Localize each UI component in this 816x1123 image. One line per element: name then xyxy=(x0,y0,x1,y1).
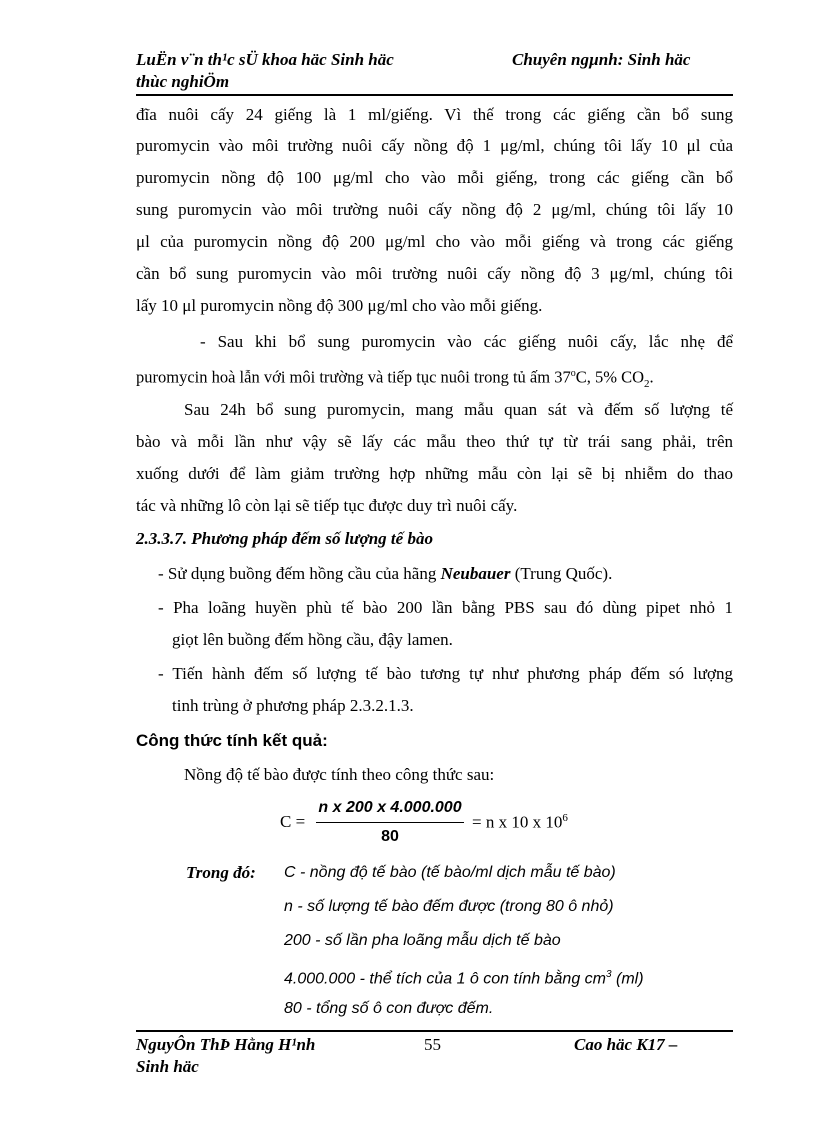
footer-author-line1: NguyÔn ThÞ Hằng H¹nh xyxy=(136,1035,316,1054)
bullet-3-line1: - Tiến hành đếm số lượng tế bào tương tự như phương pháp đếm só lượng xyxy=(158,664,733,683)
running-header-thesis-title xyxy=(136,49,394,93)
formula-denominator: 80 xyxy=(381,828,399,845)
p3-line4: tác và những lô còn lại sẽ tiếp tục được duy trì nuôi cấy. xyxy=(136,496,518,515)
formula-fraction xyxy=(316,798,464,847)
section-heading: 2.3.3.7. Phương pháp đếm số lượng tế bào xyxy=(136,529,433,548)
formula-lhs: C = xyxy=(280,812,306,831)
page-number: 55 xyxy=(424,1035,441,1054)
formula-rhs xyxy=(472,812,568,833)
formula-rhs-text: = n x 10 x 10 xyxy=(472,812,563,832)
co2-sub: 2 xyxy=(644,377,650,390)
where-item-4 xyxy=(284,964,644,990)
p3-line1: Sau 24h bổ sung puromycin, mang mẫu quan sát và đếm số lượng tế xyxy=(184,400,733,419)
formula-heading: Công thức tính kết quả: xyxy=(136,731,328,750)
where-item-4-text: 4.000.000 - thể tích của 1 ô con tính bằng cm xyxy=(284,970,606,988)
footer-author xyxy=(136,1034,315,1078)
p1-line7: lấy 10 μl puromycin nồng độ 300 μg/ml cho vào mỗi giếng. xyxy=(136,296,543,315)
p2-line2-co2: C, 5% CO xyxy=(575,367,644,387)
bullet-2-line2: giọt lên buồng đếm hồng cầu, đậy lamen. xyxy=(172,630,453,649)
where-item-2: n - số lượng tế bào đếm được (trong 80 ô nhỏ) xyxy=(284,898,614,915)
p1-line1: đĩa nuôi cấy 24 giếng là 1 ml/giếng. Vì thế trong các giếng cần bổ sung xyxy=(136,105,733,124)
degree-sup: o xyxy=(570,368,576,379)
bullet-2-line1: - Pha loãng huyền phù tế bào 200 lần bằng PBS sau đó dùng pipet nhỏ 1 xyxy=(158,598,733,617)
bullet-1-text: - Sử dụng buồng đếm hồng cầu của hãng xyxy=(158,564,441,583)
bullet-3-line2: tinh trùng ở phương pháp 2.3.2.1.3. xyxy=(172,696,414,715)
formula-exponent: 6 xyxy=(562,812,568,824)
where-item-1: C - nồng độ tế bào (tế bào/ml dịch mẫu tế bào) xyxy=(284,864,616,881)
header-title-line1: LuËn v¨n th¹c sÜ khoa häc Sinh häc xyxy=(136,50,394,69)
bullet-1-tail: (Trung Quốc). xyxy=(510,564,613,583)
where-label: Trong đó: xyxy=(186,863,256,882)
p1-line5: μl của puromycin nồng độ 200 μg/ml cho vào mỗi giếng và trong các giếng xyxy=(136,232,733,251)
p2-line2-text: puromycin hoà lẫn với môi trường và tiếp tục nuôi trong tủ ấm 37 xyxy=(136,367,571,387)
formula-numerator: n x 200 x 4.000.000 xyxy=(318,799,462,816)
header-rule xyxy=(136,94,733,96)
p1-line4: sung puromycin vào môi trường nuôi cấy nồng độ 2 μg/ml, chúng tôi lấy 10 xyxy=(136,200,733,219)
cm3-sup: 3 xyxy=(606,969,612,980)
p2-line2 xyxy=(136,363,654,395)
brand-name: Neubauer xyxy=(440,564,511,583)
p2-line1: - Sau khi bổ sung puromycin vào các giếng nuôi cấy, lắc nhẹ để xyxy=(200,332,733,351)
where-item-5: 80 - tổng số ô con được đếm. xyxy=(284,1000,494,1017)
where-item-4-tail: (ml) xyxy=(611,970,644,988)
p2-line2-end: . xyxy=(649,367,654,387)
bullet-1 xyxy=(158,563,612,585)
footer-rule xyxy=(136,1030,733,1032)
p1-line6: cần bổ sung puromycin vào môi trường nuôi cấy nồng độ 3 μg/ml, chúng tôi xyxy=(136,264,733,283)
p3-line2: bào và mỗi lần như vậy sẽ lấy các mẫu theo thứ tự từ trái sang phải, trên xyxy=(136,432,733,451)
fraction-bar xyxy=(316,822,464,823)
p1-line2: puromycin vào môi trường nuôi cấy nồng độ 1 μg/ml, chúng tôi lấy 10 μl của xyxy=(136,136,733,155)
formula-intro: Nồng độ tế bào được tính theo công thức sau: xyxy=(184,765,495,784)
header-title-line2: thùc nghiÖm xyxy=(136,72,230,91)
p3-line3: xuống dưới để làm giảm trường hợp những mẫu còn lại sẽ bị nhiễm do thao xyxy=(136,464,733,483)
footer-course: Cao häc K17 – xyxy=(574,1035,678,1054)
footer-author-line2: Sinh häc xyxy=(136,1057,199,1076)
p1-line3: puromycin nồng độ 100 μg/ml cho vào mỗi giếng, trong các giếng cần bổ xyxy=(136,168,733,187)
running-header-major: Chuyên ngµnh: Sinh häc xyxy=(512,50,691,69)
where-item-3: 200 - số lần pha loãng mẫu dịch tế bào xyxy=(284,932,561,949)
